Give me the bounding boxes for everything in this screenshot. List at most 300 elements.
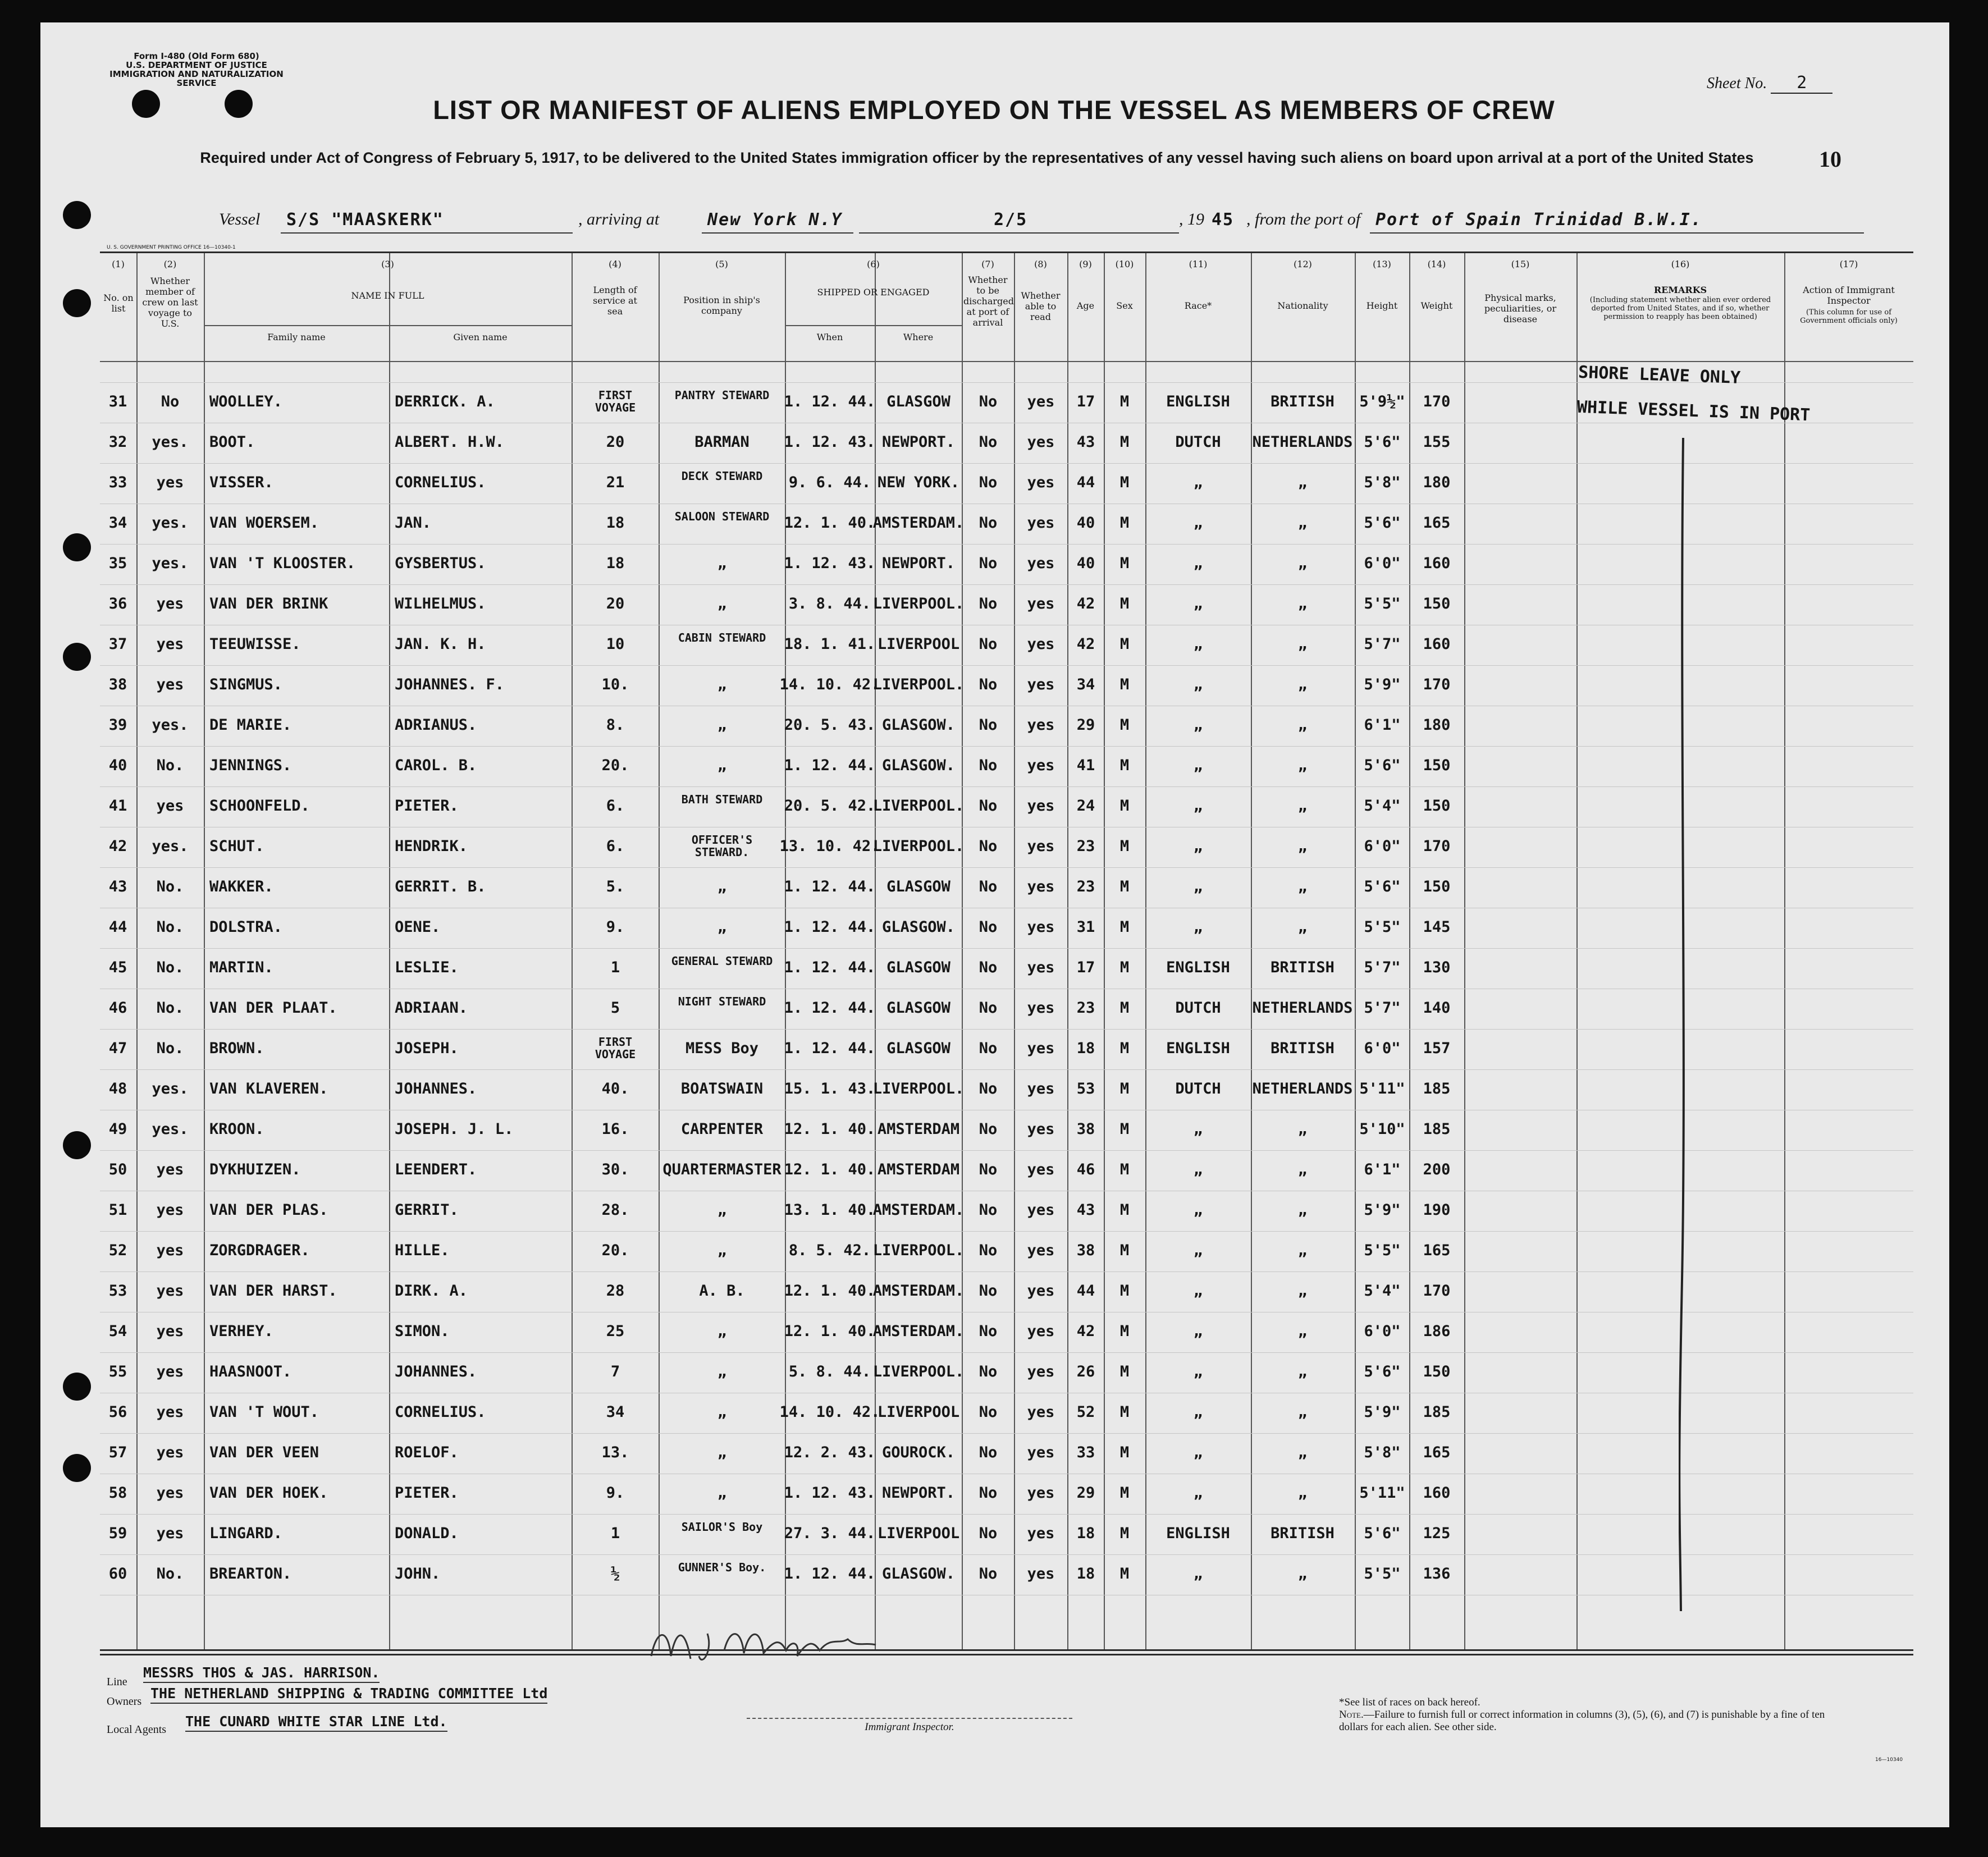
row-53-shipped-when: 12. 1. 40. bbox=[784, 1282, 876, 1300]
row-57-given-name: ROELOF. bbox=[395, 1444, 459, 1461]
row-50-able-to-read: yes bbox=[1027, 1161, 1055, 1178]
row-40-row-number: 40 bbox=[108, 757, 127, 774]
row-42-age: 23 bbox=[1076, 838, 1095, 855]
row-41-age: 24 bbox=[1076, 797, 1095, 815]
row-48-age: 53 bbox=[1076, 1080, 1095, 1097]
row-38-height: 5'9" bbox=[1364, 676, 1401, 693]
sheet-number-label: Sheet No. bbox=[1707, 75, 1767, 92]
row-38-age: 34 bbox=[1076, 676, 1095, 693]
row-55-ship-position: „ bbox=[717, 1363, 727, 1380]
remarks-note bbox=[1576, 355, 1812, 433]
row-44-height: 5'5" bbox=[1364, 918, 1401, 936]
row-32-nationality: NETHERLANDS bbox=[1252, 433, 1353, 451]
row-53-sex: M bbox=[1119, 1282, 1130, 1300]
row-48-family-name: VAN KLAVEREN. bbox=[209, 1080, 328, 1097]
col-12-number: (12) bbox=[1294, 259, 1312, 269]
row-54-race: „ bbox=[1193, 1323, 1203, 1340]
row-57-last-voyage: yes bbox=[156, 1444, 184, 1461]
row-39-race: „ bbox=[1193, 716, 1203, 734]
row-40-height: 5'6" bbox=[1364, 757, 1401, 774]
row-46-service-length: 5 bbox=[610, 999, 620, 1017]
row-32-age: 43 bbox=[1076, 433, 1095, 451]
row-54-able-to-read: yes bbox=[1027, 1323, 1055, 1340]
row-41-family-name: SCHOONFELD. bbox=[209, 797, 310, 815]
row-46-shipped-where: GLASGOW bbox=[886, 999, 950, 1017]
row-57-row-number: 57 bbox=[108, 1444, 127, 1461]
row-57-sex: M bbox=[1119, 1444, 1130, 1461]
row-56-service-length: 34 bbox=[606, 1403, 625, 1421]
row-36-given-name: WILHELMUS. bbox=[395, 595, 486, 612]
row-44-given-name: OENE. bbox=[395, 918, 441, 936]
row-38-shipped-when: 14. 10. 42. bbox=[779, 676, 880, 693]
row-51-sex: M bbox=[1119, 1201, 1130, 1219]
row-56-able-to-read: yes bbox=[1027, 1403, 1055, 1421]
row-55-age: 26 bbox=[1076, 1363, 1095, 1380]
row-53-family-name: VAN DER HARST. bbox=[209, 1282, 337, 1300]
row-46-age: 23 bbox=[1076, 999, 1095, 1017]
row-53-service-length: 28 bbox=[606, 1282, 625, 1300]
department-name: U.S. DEPARTMENT OF JUSTICE bbox=[126, 60, 267, 70]
row-40-nationality: „ bbox=[1297, 757, 1308, 774]
row-52-shipped-when: 8. 5. 42. bbox=[788, 1242, 871, 1259]
row-36-family-name: VAN DER BRINK bbox=[209, 595, 328, 612]
row-44-shipped-where: GLASGOW. bbox=[881, 918, 956, 936]
row-59-shipped-when: 27. 3. 44. bbox=[784, 1525, 876, 1542]
row-48-shipped-when: 15. 1. 43. bbox=[784, 1080, 876, 1097]
row-53-race: „ bbox=[1193, 1282, 1203, 1300]
row-42-to-be-discharged: No bbox=[979, 838, 998, 855]
row-45-sex: M bbox=[1119, 959, 1130, 976]
row-32-last-voyage: yes. bbox=[152, 433, 189, 451]
row-59-able-to-read: yes bbox=[1027, 1525, 1055, 1542]
row-44-to-be-discharged: No bbox=[979, 918, 998, 936]
col-6-number: (6) bbox=[867, 259, 880, 269]
row-58-row-number: 58 bbox=[108, 1484, 127, 1502]
row-51-to-be-discharged: No bbox=[979, 1201, 998, 1219]
row-41-shipped-where: LIVERPOOL. bbox=[872, 797, 965, 815]
row-40-ship-position: „ bbox=[717, 757, 727, 774]
row-45-shipped-where: GLASGOW bbox=[886, 959, 950, 976]
row-31-row-number: 31 bbox=[108, 393, 127, 410]
row-54-ship-position: „ bbox=[717, 1323, 727, 1340]
row-51-able-to-read: yes bbox=[1027, 1201, 1055, 1219]
row-32-weight: 155 bbox=[1423, 433, 1451, 451]
row-35-race: „ bbox=[1193, 555, 1203, 572]
row-55-to-be-discharged: No bbox=[979, 1363, 998, 1380]
owners-label: Owners bbox=[107, 1695, 142, 1708]
row-58-ship-position: „ bbox=[717, 1484, 727, 1502]
local-agents-label: Local Agents bbox=[107, 1723, 167, 1736]
row-31-shipped-where: GLASGOW bbox=[886, 393, 950, 410]
row-44-nationality: „ bbox=[1297, 918, 1308, 936]
arrival-year: 45 bbox=[1212, 210, 1235, 230]
row-39-nationality: „ bbox=[1297, 716, 1308, 734]
row-51-race: „ bbox=[1193, 1201, 1203, 1219]
row-38-to-be-discharged: No bbox=[979, 676, 998, 693]
row-54-nationality: „ bbox=[1297, 1323, 1308, 1340]
row-37-service-length: 10 bbox=[606, 635, 625, 653]
punch-hole bbox=[63, 1454, 91, 1482]
row-56-last-voyage: yes bbox=[156, 1403, 184, 1421]
col-10-number: (10) bbox=[1115, 259, 1134, 269]
row-56-sex: M bbox=[1119, 1403, 1130, 1421]
row-43-shipped-where: GLASGOW bbox=[886, 878, 950, 895]
row-52-row-number: 52 bbox=[108, 1242, 127, 1259]
row-58-to-be-discharged: No bbox=[979, 1484, 998, 1502]
row-53-given-name: DIRK. A. bbox=[395, 1282, 468, 1300]
row-45-given-name: LESLIE. bbox=[395, 959, 459, 976]
row-32-sex: M bbox=[1119, 433, 1130, 451]
row-51-service-length: 28. bbox=[601, 1201, 629, 1219]
row-49-to-be-discharged: No bbox=[979, 1120, 998, 1138]
row-46-given-name: ADRIAAN. bbox=[395, 999, 468, 1017]
row-35-to-be-discharged: No bbox=[979, 555, 998, 572]
col-17-detail: (This column for use of Government officials only) bbox=[1800, 308, 1898, 325]
row-49-last-voyage: yes. bbox=[152, 1120, 189, 1138]
row-32-given-name: ALBERT. H.W. bbox=[395, 433, 505, 451]
from-port-label: , from the port of bbox=[1246, 210, 1361, 228]
row-53-age: 44 bbox=[1076, 1282, 1095, 1300]
row-57-shipped-when: 12. 2. 43. bbox=[784, 1444, 876, 1461]
row-39-shipped-when: 20. 5. 43. bbox=[784, 716, 876, 734]
row-46-sex: M bbox=[1119, 999, 1130, 1017]
row-34-race: „ bbox=[1193, 514, 1203, 532]
row-59-nationality: BRITISH bbox=[1271, 1525, 1335, 1542]
row-32-service-length: 20 bbox=[606, 433, 625, 451]
row-35-shipped-where: NEWPORT. bbox=[881, 555, 956, 572]
row-58-shipped-when: 1. 12. 43. bbox=[784, 1484, 876, 1502]
immigrant-inspector-line: Immigrant Inspector. bbox=[747, 1718, 1072, 1733]
row-38-able-to-read: yes bbox=[1027, 676, 1055, 693]
row-60-weight: 136 bbox=[1423, 1565, 1451, 1582]
row-55-sex: M bbox=[1119, 1363, 1130, 1380]
row-40-shipped-when: 1. 12. 44. bbox=[784, 757, 876, 774]
row-50-shipped-when: 12. 1. 40. bbox=[784, 1161, 876, 1178]
print-code-top: U. S. GOVERNMENT PRINTING OFFICE 16—10340-1 bbox=[107, 245, 236, 250]
row-50-row-number: 50 bbox=[108, 1161, 127, 1178]
col-13-header: Height bbox=[1366, 300, 1398, 311]
form-identifier bbox=[95, 52, 298, 88]
row-41-height: 5'4" bbox=[1364, 797, 1401, 815]
row-51-ship-position: „ bbox=[717, 1201, 727, 1219]
row-50-last-voyage: yes bbox=[156, 1161, 184, 1178]
row-38-ship-position: „ bbox=[717, 676, 727, 693]
row-52-able-to-read: yes bbox=[1027, 1242, 1055, 1259]
row-48-sex: M bbox=[1119, 1080, 1130, 1097]
row-32-height: 5'6" bbox=[1364, 433, 1401, 451]
row-39-shipped-where: GLASGOW. bbox=[881, 716, 956, 734]
row-37-sex: M bbox=[1119, 635, 1130, 653]
col-7-number: (7) bbox=[981, 259, 994, 269]
row-41-ship-position: BATH STEWARD bbox=[681, 793, 763, 806]
row-55-race: „ bbox=[1193, 1363, 1203, 1380]
row-50-race: „ bbox=[1193, 1161, 1203, 1178]
row-47-age: 18 bbox=[1076, 1040, 1095, 1057]
row-48-last-voyage: yes. bbox=[152, 1080, 189, 1097]
row-57-able-to-read: yes bbox=[1027, 1444, 1055, 1461]
col-17-number: (17) bbox=[1839, 259, 1858, 269]
row-40-to-be-discharged: No bbox=[979, 757, 998, 774]
line-value: MESSRS THOS & JAS. HARRISON. bbox=[143, 1664, 380, 1683]
col-3b-header: Given name bbox=[453, 332, 508, 342]
row-32-shipped-when: 1. 12. 43. bbox=[784, 433, 876, 451]
remarks-line-2: WHILE VESSEL IS IN PORT bbox=[1576, 397, 1811, 426]
row-55-able-to-read: yes bbox=[1027, 1363, 1055, 1380]
row-33-shipped-where: NEW YORK. bbox=[877, 474, 960, 491]
row-60-age: 18 bbox=[1076, 1565, 1095, 1582]
col-11-number: (11) bbox=[1189, 259, 1208, 269]
row-47-height: 6'0" bbox=[1364, 1040, 1401, 1057]
row-59-service-length: 1 bbox=[610, 1525, 620, 1542]
row-51-shipped-where: AMSTERDAM. bbox=[872, 1201, 965, 1219]
col-9-header: Age bbox=[1076, 300, 1095, 311]
row-46-race: DUTCH bbox=[1175, 999, 1221, 1017]
row-37-to-be-discharged: No bbox=[979, 635, 998, 653]
col-7-header: Whether to be discharged at port of arrival bbox=[963, 275, 1014, 328]
row-56-height: 5'9" bbox=[1364, 1403, 1401, 1421]
row-56-shipped-where: LIVERPOOL bbox=[877, 1403, 960, 1421]
row-43-ship-position: „ bbox=[717, 878, 727, 895]
punch-hole bbox=[63, 533, 91, 561]
row-41-race: „ bbox=[1193, 797, 1203, 815]
punch-hole bbox=[63, 201, 91, 229]
vessel-label: Vessel bbox=[219, 210, 261, 228]
row-38-shipped-where: LIVERPOOL. bbox=[872, 676, 965, 693]
row-56-nationality: „ bbox=[1297, 1403, 1308, 1421]
col-3-header: NAME IN FULL bbox=[351, 290, 424, 301]
row-33-to-be-discharged: No bbox=[979, 474, 998, 491]
from-port: Port of Spain Trinidad B.W.I. bbox=[1375, 210, 1702, 230]
row-42-sex: M bbox=[1119, 838, 1130, 855]
row-34-shipped-when: 12. 1. 40. bbox=[784, 514, 876, 532]
row-58-age: 29 bbox=[1076, 1484, 1095, 1502]
row-31-family-name: WOOLLEY. bbox=[209, 393, 283, 410]
form-number: Form I-480 (Old Form 680) bbox=[134, 51, 259, 61]
row-36-to-be-discharged: No bbox=[979, 595, 998, 612]
row-40-race: „ bbox=[1193, 757, 1203, 774]
row-51-nationality: „ bbox=[1297, 1201, 1308, 1219]
row-51-row-number: 51 bbox=[108, 1201, 127, 1219]
row-44-family-name: DOLSTRA. bbox=[209, 918, 283, 936]
row-41-service-length: 6. bbox=[606, 797, 625, 815]
row-59-family-name: LINGARD. bbox=[209, 1525, 283, 1542]
row-55-service-length: 7 bbox=[610, 1363, 620, 1380]
row-48-height: 5'11" bbox=[1359, 1080, 1405, 1097]
row-47-nationality: BRITISH bbox=[1271, 1040, 1335, 1057]
row-35-last-voyage: yes. bbox=[152, 555, 189, 572]
row-37-shipped-when: 18. 1. 41. bbox=[784, 635, 876, 653]
row-44-shipped-when: 1. 12. 44. bbox=[784, 918, 876, 936]
row-52-last-voyage: yes bbox=[156, 1242, 184, 1259]
row-34-service-length: 18 bbox=[606, 514, 625, 532]
row-56-to-be-discharged: No bbox=[979, 1403, 998, 1421]
col-1-header: No. on list bbox=[103, 292, 134, 314]
row-44-last-voyage: No. bbox=[156, 918, 184, 936]
row-60-to-be-discharged: No bbox=[979, 1565, 998, 1582]
row-56-family-name: VAN 'T WOUT. bbox=[209, 1403, 319, 1421]
row-41-sex: M bbox=[1119, 797, 1130, 815]
row-49-sex: M bbox=[1119, 1120, 1130, 1138]
row-50-nationality: „ bbox=[1297, 1161, 1308, 1178]
row-46-nationality: NETHERLANDS bbox=[1252, 999, 1353, 1017]
row-34-family-name: VAN WOERSEM. bbox=[209, 514, 319, 532]
row-36-last-voyage: yes bbox=[156, 595, 184, 612]
row-40-service-length: 20. bbox=[601, 757, 629, 774]
col-5-number: (5) bbox=[715, 259, 728, 269]
row-56-row-number: 56 bbox=[108, 1403, 127, 1421]
service-name: IMMIGRATION AND NATURALIZATION SERVICE bbox=[109, 69, 284, 88]
row-58-able-to-read: yes bbox=[1027, 1484, 1055, 1502]
row-46-shipped-when: 1. 12. 44. bbox=[784, 999, 876, 1017]
row-59-ship-position: SAILOR'S Boy bbox=[681, 1520, 763, 1534]
row-40-sex: M bbox=[1119, 757, 1130, 774]
punch-hole bbox=[63, 289, 91, 317]
row-49-ship-position: CARPENTER bbox=[680, 1120, 764, 1138]
row-44-weight: 145 bbox=[1423, 918, 1451, 936]
row-50-height: 6'1" bbox=[1364, 1161, 1401, 1178]
row-54-shipped-when: 12. 1. 40. bbox=[784, 1323, 876, 1340]
col-17-header: Action of Immigrant Inspector bbox=[1803, 285, 1895, 306]
row-60-row-number: 60 bbox=[108, 1565, 127, 1582]
row-45-able-to-read: yes bbox=[1027, 959, 1055, 976]
row-42-shipped-where: LIVERPOOL. bbox=[872, 838, 965, 855]
row-49-shipped-where: AMSTERDAM bbox=[877, 1120, 960, 1138]
row-36-shipped-when: 3. 8. 44. bbox=[788, 595, 871, 612]
col-16-number: (16) bbox=[1671, 259, 1690, 269]
row-35-row-number: 35 bbox=[108, 555, 127, 572]
punch-hole bbox=[63, 1131, 91, 1159]
punch-hole bbox=[63, 643, 91, 671]
row-60-service-length: ½ bbox=[610, 1565, 620, 1582]
row-39-ship-position: „ bbox=[717, 716, 727, 734]
row-44-service-length: 9. bbox=[606, 918, 625, 936]
row-33-sex: M bbox=[1119, 474, 1130, 491]
col-13-number: (13) bbox=[1373, 259, 1391, 269]
row-39-age: 29 bbox=[1076, 716, 1095, 734]
row-42-given-name: HENDRIK. bbox=[395, 838, 468, 855]
row-32-able-to-read: yes bbox=[1027, 433, 1055, 451]
row-48-race: DUTCH bbox=[1175, 1080, 1221, 1097]
punch-hole bbox=[63, 1373, 91, 1401]
row-35-service-length: 18 bbox=[606, 555, 625, 572]
row-48-nationality: NETHERLANDS bbox=[1252, 1080, 1353, 1097]
row-58-sex: M bbox=[1119, 1484, 1130, 1502]
row-37-race: „ bbox=[1193, 635, 1203, 653]
row-42-shipped-when: 13. 10. 42. bbox=[779, 838, 880, 855]
col-16-detail: (Including statement whether alien ever ordered deported from United States, and if so, whether permission to reapply has been obtained) bbox=[1589, 296, 1771, 321]
row-37-last-voyage: yes bbox=[156, 635, 184, 653]
row-38-given-name: JOHANNES. F. bbox=[395, 676, 505, 693]
row-37-ship-position: CABIN STEWARD bbox=[678, 631, 766, 644]
row-52-given-name: HILLE. bbox=[395, 1242, 450, 1259]
row-43-height: 5'6" bbox=[1364, 878, 1401, 895]
row-58-race: „ bbox=[1193, 1484, 1203, 1502]
row-39-sex: M bbox=[1119, 716, 1130, 734]
row-49-given-name: JOSEPH. J. L. bbox=[395, 1120, 514, 1138]
row-35-nationality: „ bbox=[1297, 555, 1308, 572]
col-8-header: Whether able to read bbox=[1021, 290, 1061, 322]
row-41-weight: 150 bbox=[1423, 797, 1451, 815]
row-36-height: 5'5" bbox=[1364, 595, 1401, 612]
row-55-given-name: JOHANNES. bbox=[395, 1363, 477, 1380]
row-37-shipped-where: LIVERPOOL bbox=[877, 635, 960, 653]
row-39-family-name: DE MARIE. bbox=[209, 716, 292, 734]
crew-table bbox=[100, 251, 1913, 1651]
row-46-to-be-discharged: No bbox=[979, 999, 998, 1017]
row-34-shipped-where: AMSTERDAM. bbox=[872, 514, 965, 532]
row-58-shipped-where: NEWPORT. bbox=[881, 1484, 956, 1502]
row-55-last-voyage: yes bbox=[156, 1363, 184, 1380]
row-35-given-name: GYSBERTUS. bbox=[395, 555, 486, 572]
row-59-row-number: 59 bbox=[108, 1525, 127, 1542]
col-12-header: Nationality bbox=[1277, 300, 1328, 311]
remarks-line-1: SHORE LEAVE ONLY bbox=[1578, 362, 1741, 388]
row-35-sex: M bbox=[1119, 555, 1130, 572]
row-54-weight: 186 bbox=[1423, 1323, 1451, 1340]
row-45-weight: 130 bbox=[1423, 959, 1451, 976]
row-38-nationality: „ bbox=[1297, 676, 1308, 693]
row-44-row-number: 44 bbox=[108, 918, 127, 936]
row-45-last-voyage: No. bbox=[156, 959, 184, 976]
row-48-weight: 185 bbox=[1423, 1080, 1451, 1097]
row-45-nationality: BRITISH bbox=[1271, 959, 1335, 976]
row-45-service-length: 1 bbox=[610, 959, 620, 976]
row-49-race: „ bbox=[1193, 1120, 1203, 1138]
col-16-header: REMARKS bbox=[1653, 285, 1707, 295]
row-46-family-name: VAN DER PLAAT. bbox=[209, 999, 337, 1017]
row-33-given-name: CORNELIUS. bbox=[395, 474, 486, 491]
col-1-number: (1) bbox=[112, 259, 125, 269]
row-58-family-name: VAN DER HOEK. bbox=[209, 1484, 328, 1502]
row-33-nationality: „ bbox=[1297, 474, 1308, 491]
row-49-weight: 185 bbox=[1423, 1120, 1451, 1138]
row-49-service-length: 16. bbox=[601, 1120, 629, 1138]
col-10-header: Sex bbox=[1116, 300, 1133, 311]
row-37-weight: 160 bbox=[1423, 635, 1451, 653]
row-56-shipped-when: 14. 10. 42. bbox=[779, 1403, 880, 1421]
row-57-age: 33 bbox=[1076, 1444, 1095, 1461]
row-40-age: 41 bbox=[1076, 757, 1095, 774]
col-14-number: (14) bbox=[1427, 259, 1446, 269]
row-33-service-length: 21 bbox=[606, 474, 625, 491]
row-33-row-number: 33 bbox=[108, 474, 127, 491]
row-45-row-number: 45 bbox=[108, 959, 127, 976]
row-46-able-to-read: yes bbox=[1027, 999, 1055, 1017]
col-6-header: SHIPPED OR ENGAGED bbox=[817, 287, 930, 298]
row-49-height: 5'10" bbox=[1359, 1120, 1405, 1138]
col-4-header: Length of service at sea bbox=[593, 285, 637, 317]
row-60-shipped-where: GLASGOW. bbox=[881, 1565, 956, 1582]
row-34-ship-position: SALOON STEWARD bbox=[674, 510, 770, 523]
row-36-service-length: 20 bbox=[606, 595, 625, 612]
row-32-race: DUTCH bbox=[1175, 433, 1221, 451]
row-36-nationality: „ bbox=[1297, 595, 1308, 612]
row-33-last-voyage: yes bbox=[156, 474, 184, 491]
row-43-able-to-read: yes bbox=[1027, 878, 1055, 895]
row-54-to-be-discharged: No bbox=[979, 1323, 998, 1340]
row-39-height: 6'1" bbox=[1364, 716, 1401, 734]
row-54-sex: M bbox=[1119, 1323, 1130, 1340]
row-39-able-to-read: yes bbox=[1027, 716, 1055, 734]
row-34-able-to-read: yes bbox=[1027, 514, 1055, 532]
row-46-weight: 140 bbox=[1423, 999, 1451, 1017]
row-56-weight: 185 bbox=[1423, 1403, 1451, 1421]
row-43-nationality: „ bbox=[1297, 878, 1308, 895]
row-48-service-length: 40. bbox=[601, 1080, 629, 1097]
row-40-weight: 150 bbox=[1423, 757, 1451, 774]
row-60-nationality: „ bbox=[1297, 1565, 1308, 1582]
row-34-to-be-discharged: No bbox=[979, 514, 998, 532]
